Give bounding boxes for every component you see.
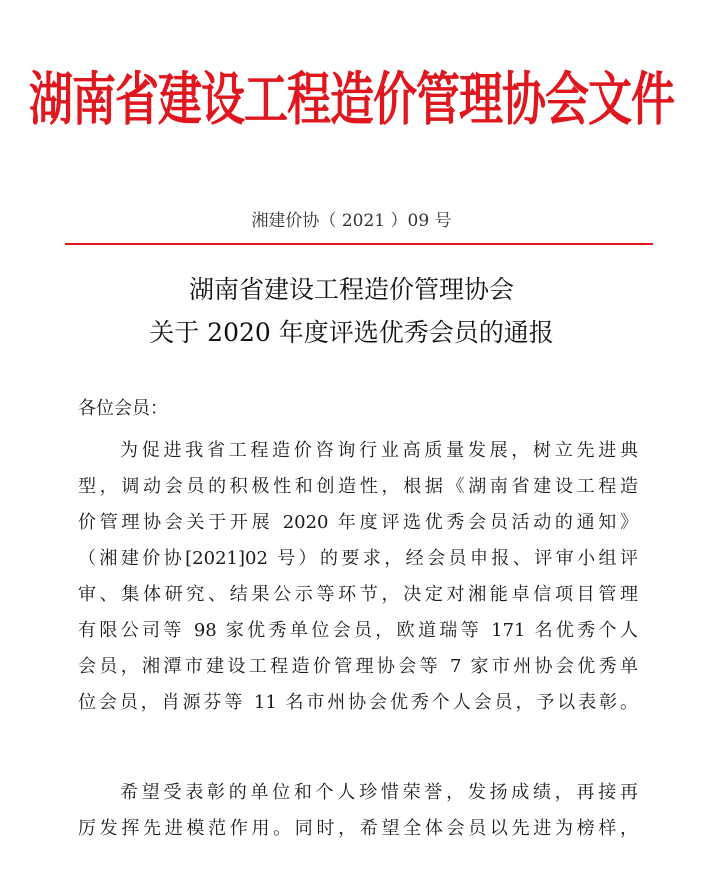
paragraph-line: 有限公司等 98 家优秀单位会员，欧道瑞等 171 名优秀个人: [78, 620, 638, 641]
paragraph-line: 型，调动会员的积极性和创造性，根据《湖南省建设工程造: [78, 476, 638, 497]
document-number: 湘建价协（ 2021 ）09 号: [251, 211, 452, 231]
document-header-title: 湖南省建设工程造价管理协会文件: [29, 67, 674, 134]
notice-title-line-1: 湖南省建设工程造价管理协会: [188, 275, 514, 304]
body-paragraph-1: [78, 433, 638, 721]
paragraph-line: 希望受表彰的单位和个人珍惜荣誉，发扬成绩，再接再: [120, 782, 638, 803]
body-paragraph-2: [78, 775, 638, 847]
paragraph-line: （湘建价协[2021]02 号）的要求，经会员申报、评审小组评: [78, 548, 638, 569]
paragraph-line: 厉发挥先进模范作用。同时，希望全体会员以先进为榜样，: [78, 818, 638, 839]
paragraph-line: 价管理协会关于开展 2020 年度评选优秀会员活动的通知》: [78, 512, 638, 533]
paragraph-line: 会员，湘潭市建设工程造价管理协会等 7 家市州协会优秀单: [78, 656, 638, 677]
paragraph-line: 审、集体研究、结果公示等环节，决定对湘能卓信项目管理: [78, 584, 638, 605]
notice-title-line-2: 关于 2020 年度评选优秀会员的通报: [149, 318, 554, 347]
salutation: 各位会员：: [78, 398, 168, 419]
paragraph-line: 位会员，肖源芬等 11 名市州协会优秀个人会员，予以表彰。: [78, 692, 638, 713]
red-divider-line: [65, 243, 653, 245]
paragraph-line: 为促进我省工程造价咨询行业高质量发展，树立先进典: [120, 440, 638, 461]
